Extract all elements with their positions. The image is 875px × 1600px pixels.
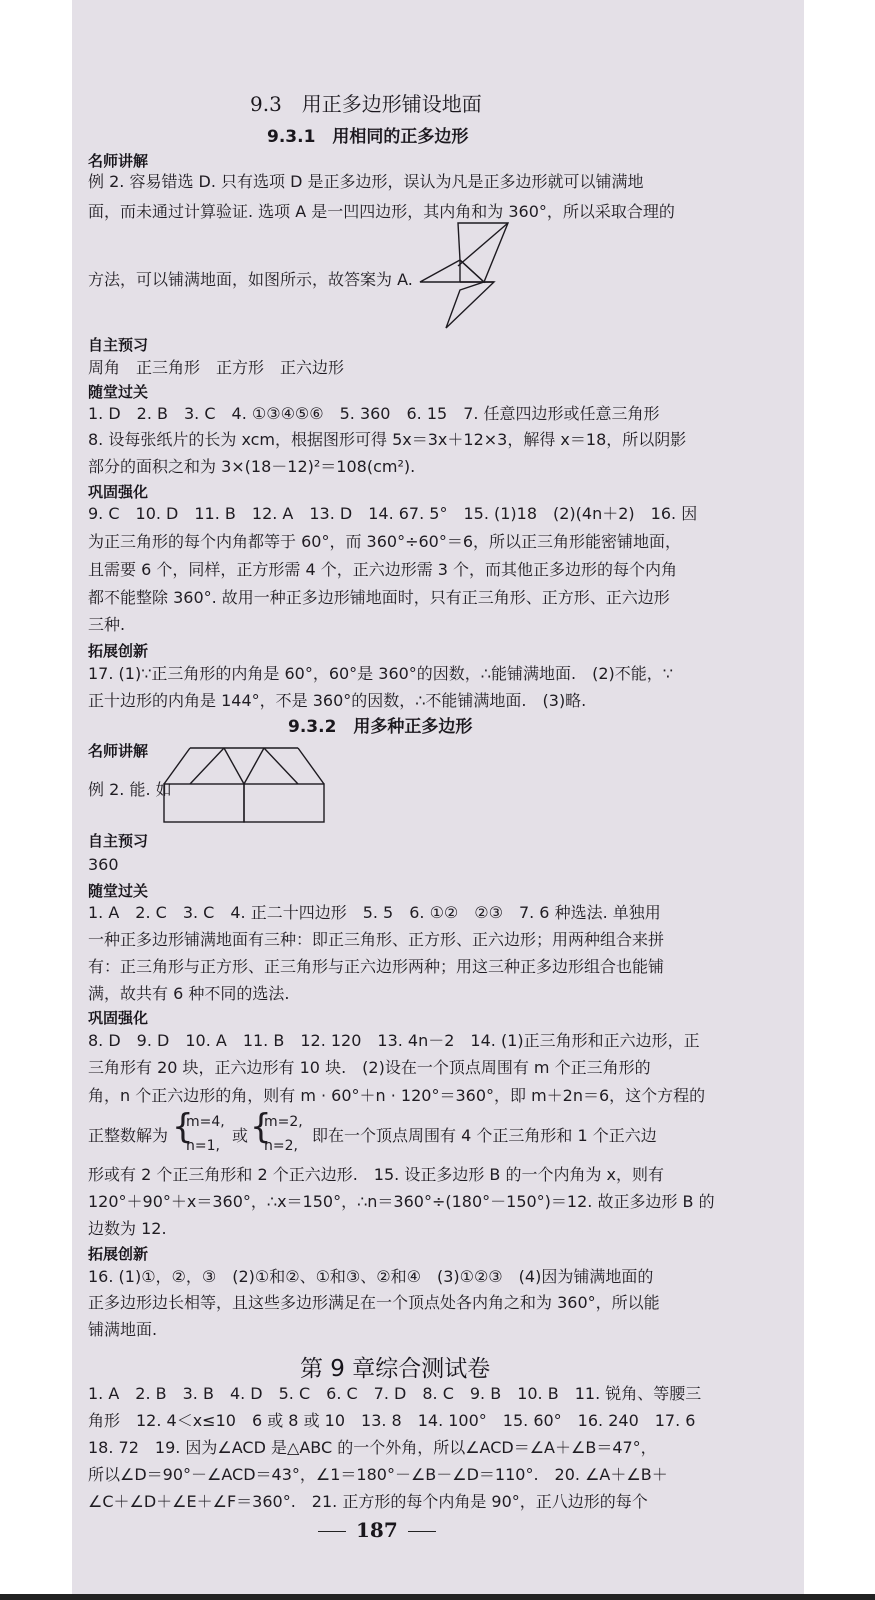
text-line: 1. A 2. B 3. B 4. D 5. C 6. C 7. D 8. C 9. B 10. B 11. 锐角、等腰三 (88, 1384, 702, 1403)
text-line: 角形 12. 4＜x≤10 6 或 8 或 10 13. 8 14. 100° 15. 60° 16. 240 17. 6 (88, 1411, 696, 1430)
text-line: 1. D 2. B 3. C 4. ①③④⑤⑥ 5. 360 6. 15 7. 任意四边形或任意三角形 (88, 404, 660, 423)
text-line: 面，而未通过计算验证. 选项 A 是一凹四边形，其内角和为 360°，所以采取合理的 (88, 202, 675, 221)
text-line: 120°＋90°＋x＝360°，∴x＝150°，∴n＝360°÷(180°－150°)＝12. 故正多边形 B 的 (88, 1192, 715, 1211)
label-extension: 拓展创新 (88, 642, 149, 660)
text-line: 1. A 2. C 3. C 4. 正二十四边形 5. 5 6. ①② ②③ 7. 6 种选法. 单独用 (88, 903, 661, 922)
system-eq: m=4, (186, 1114, 225, 1130)
text-line: 边数为 12. (88, 1219, 167, 1238)
dash-left (318, 1531, 346, 1532)
text-line: 9. C 10. D 11. B 12. A 13. D 14. 67. 5° 15. (1)18 (2)(4n＋2) 16. 因 (88, 504, 698, 523)
text-line: 正多边形边长相等，且这些多边形满足在一个顶点处各内角之和为 360°，所以能 (88, 1293, 660, 1312)
text-line: 正整数解为 (88, 1126, 169, 1145)
chapter-test-title: 第 9 章综合测试卷 (300, 1356, 491, 1382)
triangle-square-tiling-figure (162, 746, 332, 826)
text-line: 形或有 2 个正三角形和 2 个正六边形. 15. 设正多边形 B 的一个内角为 x，则有 (88, 1165, 665, 1184)
text-line: 部分的面积之和为 3×(18－12)²＝108(cm²). (88, 457, 416, 476)
text-line: 例 2. 容易错选 D. 只有选项 D 是正多边形，误认为凡是正多边形就可以铺满地 (88, 172, 644, 191)
system-eq: n=2, (264, 1138, 298, 1154)
text-line: 所以∠D＝90°－∠ACD＝43°，∠1＝180°－∠B－∠D＝110°. 20. ∠A＋∠B＋ (88, 1465, 668, 1484)
text-line: 一种正多边形铺满地面有三种：即正三角形、正方形、正六边形；用两种组合来拼 (88, 930, 665, 949)
section-9-3-1-title: 9.3.1 用相同的正多边形 (267, 127, 469, 147)
text-line: 17. (1)∵正三角形的内角是 60°，60°是 360°的因数，∴能铺满地面. (2)不能，∵ (88, 664, 673, 683)
text-line: 铺满地面. (88, 1320, 158, 1339)
label-extension: 拓展创新 (88, 1245, 149, 1263)
text-line: 例 2. 能. 如 (88, 780, 172, 799)
system-eq: n=1, (186, 1138, 220, 1154)
left-brace: { (172, 1107, 194, 1147)
text-line: 有：正三角形与正方形、正三角形与正六边形两种；用这三种正多边形组合也能铺 (88, 957, 665, 976)
section-9-3-title: 9.3 用正多边形铺设地面 (250, 92, 482, 116)
label-teacher-explain: 名师讲解 (88, 152, 149, 170)
text-line: 8. D 9. D 10. A 11. B 12. 120 13. 4n－2 14. (1)正三角形和正六边形，正 (88, 1031, 700, 1050)
text-line: 即在一个顶点周围有 4 个正三角形和 1 个正六边 (312, 1126, 657, 1145)
text-line: 方法，可以铺满地面，如图所示，故答案为 A. (88, 270, 413, 289)
text-line: 16. (1)①，②，③ (2)①和②、①和③、②和④ (3)①②③ (4)因为铺满地面的 (88, 1267, 654, 1286)
right-margin (805, 0, 875, 1600)
text-line: 360 (88, 855, 119, 874)
answer-page (72, 0, 804, 1594)
label-in-class-practice: 随堂过关 (88, 882, 149, 900)
left-margin (0, 0, 70, 1600)
text-line: 为正三角形的每个内角都等于 60°，而 360°÷60°＝6，所以正三角形能密铺地面， (88, 532, 682, 551)
concave-quadrilateral-tiling-figure (412, 220, 522, 330)
page-number (308, 1518, 446, 1542)
label-self-preview: 自主预习 (88, 336, 149, 354)
label-consolidation: 巩固强化 (88, 483, 149, 501)
text-line: 周角 正三角形 正方形 正六边形 (88, 358, 345, 377)
section-9-3-2-title: 9.3.2 用多种正多边形 (288, 717, 473, 737)
text-line: 且需要 6 个，同样，正方形需 4 个，正六边形需 3 个，而其他正多边形的每个内角 (88, 560, 678, 579)
text-or: 或 (232, 1126, 249, 1145)
text-line: ∠C＋∠D＋∠E＋∠F＝360°. 21. 正方形的每个内角是 90°，正八边形的每个 (88, 1492, 648, 1511)
system-eq: m=2, (264, 1114, 303, 1130)
text-line: 角，n 个正六边形的角，则有 m · 60°＋n · 120°＝360°，即 m＋2n＝6，这个方程的 (88, 1086, 706, 1105)
label-in-class-practice: 随堂过关 (88, 383, 149, 401)
text-line: 正十边形的内角是 144°，不是 360°的因数，∴不能铺满地面. (3)略. (88, 691, 587, 710)
text-line: 满，故共有 6 种不同的选法. (88, 984, 290, 1003)
label-consolidation: 巩固强化 (88, 1009, 149, 1027)
label-teacher-explain: 名师讲解 (88, 742, 149, 760)
text-line: 8. 设每张纸片的长为 xcm，根据图形可得 5x＝3x＋12×3，解得 x＝18，所以阴影 (88, 430, 687, 449)
text-line: 三种. (88, 615, 126, 634)
bottom-edge (0, 1594, 875, 1600)
text-line: 18. 72 19. 因为∠ACD 是△ABC 的一个外角，所以∠ACD＝∠A＋∠B＝47°， (88, 1438, 657, 1457)
label-self-preview: 自主预习 (88, 832, 149, 850)
text-line: 三角形有 20 块，正六边形有 10 块. (2)设在一个顶点周围有 m 个正三角形的 (88, 1058, 651, 1077)
dash-right (408, 1531, 436, 1532)
left-brace: { (250, 1107, 272, 1147)
page-number-value: 187 (356, 1518, 398, 1542)
text-line: 都不能整除 360°. 故用一种正多边形铺地面时，只有正三角形、正方形、正六边形 (88, 588, 670, 607)
